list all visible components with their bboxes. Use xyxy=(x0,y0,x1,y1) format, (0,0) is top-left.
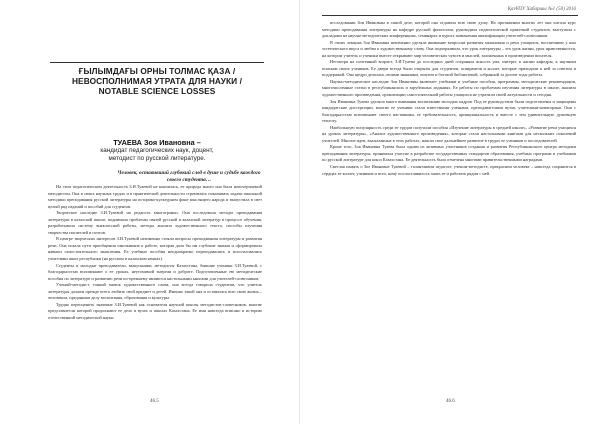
paragraph: Научно-методическое наследие Зои Ивановны включает учебники и учебные пособия, программы, методические рекомендации, многочисленные статьи в республиканских и зарубежных изданиях. Ее работы по проблемам изучения литературы в школе, анализа художественного произведения, организации самостоятельной работы учащихся не утратили своей актуальности и сегодня. xyxy=(322,78,576,98)
banner-title-kazakh: ҒЫЛЫМДАҒЫ ОРНЫ ТОЛМАС ҚАЗА / xyxy=(78,66,236,76)
paragraph: Светлая память о Зое Ивановне Туаевой – талантливом педагоге, ученом-методисте, прекрасном человеке – навсегда сохранится в сердцах ее коллег, учеников и всех, кому посчастливилось знать ее и работать рядом с ней. xyxy=(322,164,576,176)
banner-title-russian: НЕВОСПОЛНИМАЯ УТРАТА ДЛЯ НАУКИ / xyxy=(71,76,243,86)
author-role-line-1: кандидат педагогических наук, доцент, xyxy=(100,147,214,154)
banner-top-rule xyxy=(50,62,264,63)
paragraph: В центре творческих интересов З.И.Туаевой неизменно стояли вопросы преподавания литературы и развития речи. Она искала пути приобщения школьников к работе, которая дала бы им глубокие знания и сформировала навыки самостоятельного мышления. Ее учебные пособия неоднократно переиздавались и использовались учителями школ республики (на русском и казахском языках). xyxy=(48,236,262,262)
paragraph: На этом педагогическом деятельность З.И.Туаевой не кончилась, ее природа много она была неисчерпаемой методистом. Она в своих научных трудах и в практической деятельности стремилась показывать задачи школьной методики преподавания русской литературы на историко-культурном фоне мыслящего народа и выпустила в свет целый ряд изданий и пособий для студентов. xyxy=(48,184,262,209)
author-block xyxy=(66,138,248,163)
paragraph: Творческое наследие З.И.Туаевой на редкость многогранно. Она исследовала методы преподавания литературы в казахской школе, поднимала проблемы связей русской и казахской литератур в процессе обучения, разрабатывала систему внеклассной работы, методы анализа художественного текста, способы изучения творчества писателей и поэтов. xyxy=(48,210,262,235)
paragraph: Студенты и молодые преподаватели, выпускники, методисты Казахстана, бывшие ученики З.И.Туаевой, с благодарностью вспоминают о ее уроках, неутомимой энергии и доброте. Подготовленные ею методические пособия по литературе и развитию речи по-прежнему являются настольными книгами для учителей-словесников. xyxy=(48,262,262,281)
running-header: ҚазҰПУ Хабаршы №1 (50) 2016 xyxy=(507,7,576,12)
right-page xyxy=(300,0,600,424)
paragraph: В своих лекциях Зоя Ивановна неизменно уделяла внимание вопросам развития мышления и речи учащихся, воспитанию у них эстетического вкуса и любви к художественному слову. Она подчеркивала, что урок литературы – это урок жизни, урок нравственности, на котором учитель и ученики вместе открывают мир человеческих чувств и мыслей, заложенных в произведении писателя. xyxy=(322,39,576,58)
page-number-left: 46.5 xyxy=(150,399,159,404)
section-banner xyxy=(50,62,264,96)
author-name: ТУАЕВА Зоя Ивановна – xyxy=(113,138,201,147)
paragraph: исследовании Зои Ивановны в самой деле, которой она отдавала всю свою душу. На протяжении многих лет она читала курс методики преподавания литературы на кафедре русской филологии, руководила педагогической практикой студентов, выступала с докладами на научно-методических конференциях, семинарах и курсах повышения квалификации учителей-словесников. xyxy=(322,20,576,39)
paragraph: Зоя Ивановна Туаева уделяла много внимания воспитанию молодых кадров. Под ее руководством были подготовлены и защищены кандидатские диссертации, многие ее ученики стали известными учеными, преподавателями вузов, учителями-новаторами. Они с благодарностью вспоминают своего наставника, ее требовательность, принципиальность и вместе с тем удивительную душевную теплоту. xyxy=(322,98,576,124)
paragraph: Наибольшую популярность среди ее трудов получили пособия «Изучение литературы в средней школе», «Развитие речи учащихся на уроках литературы», «Анализ художественного произведения», которые стали настольными книгами для нескольких поколений учителей. Многие идеи, высказанные в этих работах, нашли свое дальнейшее развитие в трудах ее учеников и последователей. xyxy=(322,124,576,143)
paragraph: Несмотря на почтенный возраст, З.И.Туаева до последних дней сохраняла ясность ума, интерес к жизни кафедры, к научным поискам своих учеников. Ее двери всегда были открыты для студентов, аспирантов и коллег, которые приходили к ней за советом и поддержкой. Она щедро делилась своими знаниями, опытом и богатой библиотекой, собранной за долгие годы работы. xyxy=(322,59,576,78)
left-body-text xyxy=(48,184,262,378)
epigraph: Человек, оставивший глубокий след в душе и судьбе каждого своего студента… xyxy=(117,170,261,183)
author-role-line-2: методист по русской литературе. xyxy=(108,155,206,162)
paragraph: Трудно переоценить значение З.И.Туаевой как основателя научной школы методистов-словесников, многие представители которой продолжают ее дело в вузах и школах Казахстана. Ее имя навсегда вписано в историю отечественной методической науки. xyxy=(48,301,262,320)
right-body-text xyxy=(322,20,576,402)
page-number-right: 46.6 xyxy=(446,399,455,404)
paragraph: Ученый-методист, тонкий знаток художественного слова, она всегда говорила студентам, что учитель литературы должен прежде всего любить свой предмет и детей. Именно такой она и оставалась всю свою жизнь – человеком, преданным делу воспитания, образования и культуры. xyxy=(48,282,262,301)
banner-title-english: NOTABLE SCIENCE LOSSES xyxy=(98,86,216,96)
header-rule xyxy=(322,15,578,16)
paragraph: Кроме того, Зоя Ивановна Туаева была одним из активных участников создания и развития Республиканского центра методики преподавания литературы, принимала участие в разработке государственных стандартов образования, учебных программ и учебников по русской литературе для школ Казахстана. Ее деятельность была отмечена многими правительственными наградами. xyxy=(322,144,576,163)
